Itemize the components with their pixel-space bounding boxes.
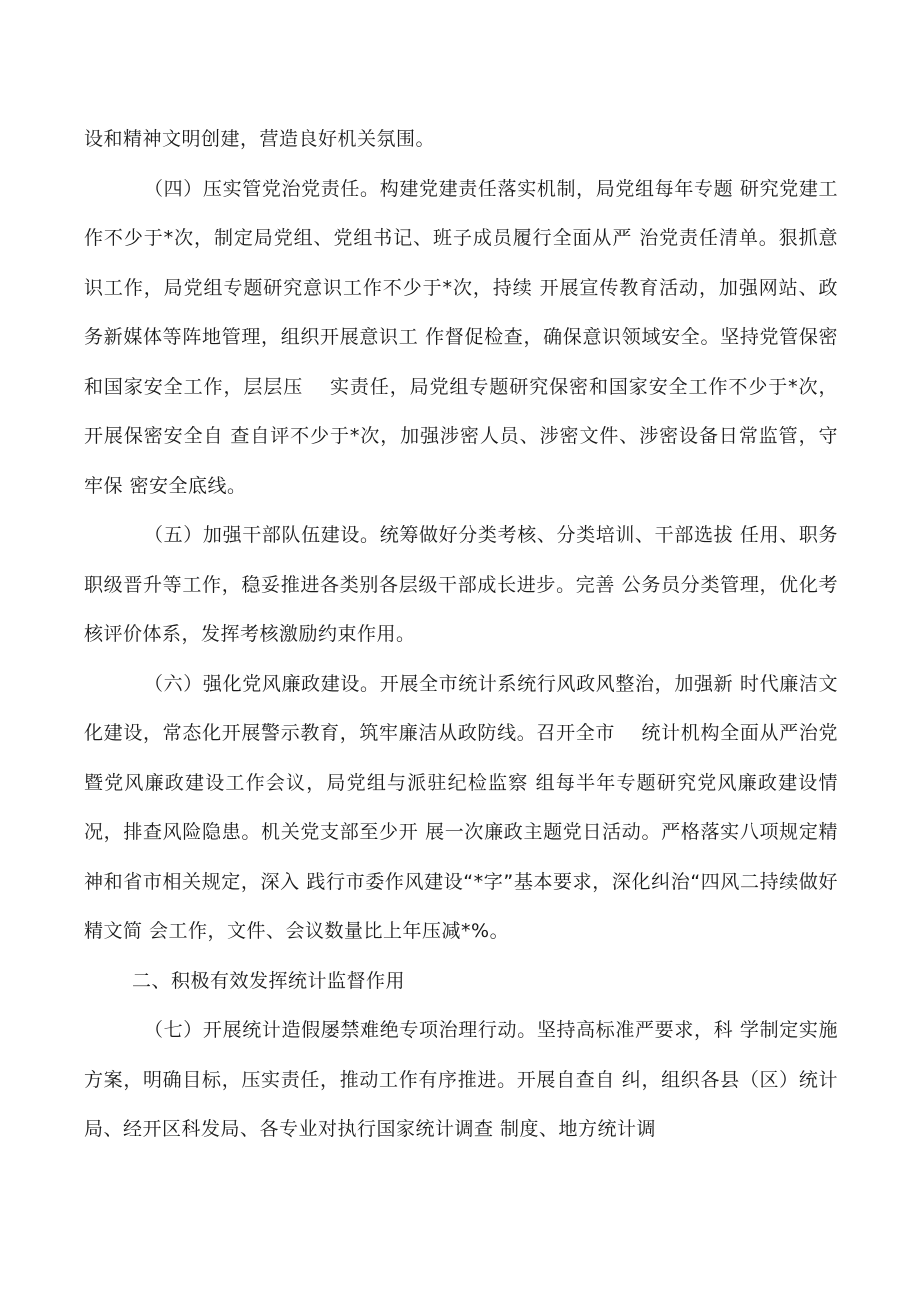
paragraph-item-4: （四）压实管党治党责任。构建党建责任落实机制，局党组每年专题 研究党建工作不少于*次，制定局党组、党组书记、班子成员履行全面从严 治党责任清单。狠抓意识工作，局党组专题研究意识工作不少于*次，持续 开展宣传教育活动，加强网站、政务新媒体等阵地管理，组织开展意识工 作督促检查，确保意识领域安全。坚持党管保密和国家安全工作，层层压 实责任，局党组专题研究保密和国家安全工作不少于*次，开展保密安全自 查自评不少于*次，加强涉密人员、涉密文件、涉密设备日常监管，守牢保 密安全底线。 xyxy=(84,177,838,497)
paragraph-item-6: （六）强化党风廉政建设。开展全市统计系统行风政风整治，加强新 时代廉洁文化建设，常态化开展警示教育，筑牢廉洁从政防线。召开全市 统计机构全面从严治党暨党风廉政建设工作会议，局党组与派驻纪检监察 组每半年专题研究党风廉政建设情况，排查风险隐患。机关党支部至少开 展一次廉政主题党日活动。严格落实八项规定精神和省市相关规定，深入 践行市委作风建设“*字”基本要求，深化纠治“四风二持续做好精文简 会工作，文件、会议数量比上年压减*%。 xyxy=(84,672,838,942)
paragraph-continuation: 设和精神文明创建，营造良好机关氛围。 xyxy=(84,128,436,150)
section-heading-2: 二、积极有效发挥统计监督作用 xyxy=(132,969,406,992)
document-body xyxy=(84,115,838,1155)
paragraph-item-7: （七）开展统计造假屡禁难绝专项治理行动。坚持高标准严要求，科 学制定实施方案，明确目标，压实责任，推动工作有序推进。开展自查自 纠，组织各县（区）统计局、经开区科发局、各专业对执行国家统计调查 制度、地方统计调 xyxy=(84,1019,838,1140)
paragraph-item-5: （五）加强干部队伍建设。统筹做好分类考核、分类培训、干部选拔 任用、职务职级晋升等工作，稳妥推进各类别各层级干部成长进步。完善 公务员分类管理，优化考核评价体系，发挥考核激励约束作用。 xyxy=(84,524,838,645)
